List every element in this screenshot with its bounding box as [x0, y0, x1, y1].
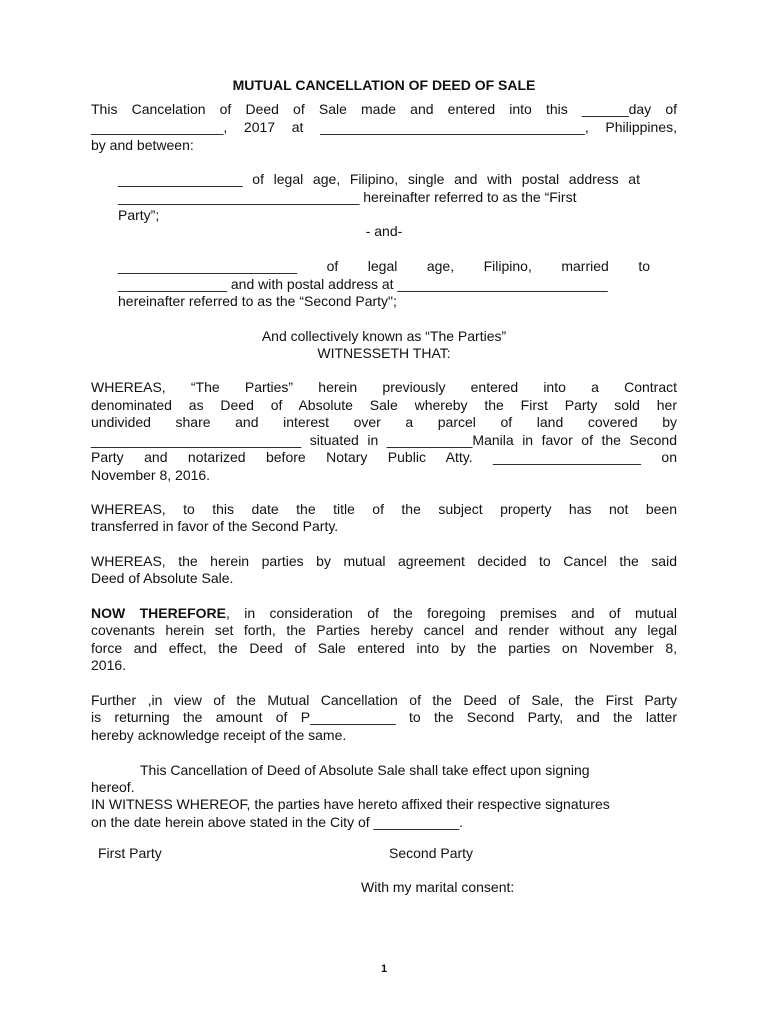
now-therefore-heading: NOW THEREFORE [91, 605, 226, 621]
second-party-line-2: ______________ and with postal address at ___________________________ [118, 276, 608, 292]
second-party-line-3: hereinafter referred to as the “Second Party"; [118, 293, 397, 309]
whereas1-line-4: ___________________________ situated in ___________Manila in favor of the Second [91, 432, 677, 448]
whereas1-line-5: Party and notarized before Notary Public Atty. ___________________ on [91, 449, 677, 465]
witnesseth-heading: WITNESSETH THAT: [317, 345, 451, 361]
intro-line-1: This Cancelation of Deed of Sale made and entered into this ______day of [91, 101, 677, 117]
further-line-1: Further ,in view of the Mutual Cancellation of the Deed of Sale, the First Party [91, 692, 677, 708]
further-line-2: is returning the amount of P___________ to the Second Party, and the latter [91, 709, 677, 725]
first-party-line-1: ________________ of legal age, Filipino, single and with postal address at [118, 171, 640, 187]
marital-consent-label: With my marital consent: [361, 879, 515, 895]
whereas1-line-1: WHEREAS, “The Parties” herein previously entered into a Contract [91, 379, 677, 395]
whereas3-line-1: WHEREAS, the herein parties by mutual agreement decided to Cancel the said [91, 553, 677, 569]
whereas2-line-1: WHEREAS, to this date the title of the subject property has not been [91, 501, 677, 517]
whereas3-line-2: Deed of Absolute Sale. [91, 570, 234, 586]
intro-line-3: by and between: [91, 137, 194, 153]
first-party-line-3: Party”; [118, 207, 160, 223]
second-party-label: Second Party [389, 845, 474, 861]
witness-line-2: on the date herein above stated in the City of ___________. [91, 814, 464, 830]
effect-line-2: hereof. [91, 779, 135, 795]
page-number: 1 [380, 963, 388, 975]
now-therefore-text: , in consideration of the foregoing premises and of mutual [225, 605, 677, 621]
first-party-label: First Party [98, 845, 162, 861]
now-therefore-line-1 [91, 604, 677, 622]
first-party-line-2: _______________________________ hereinafter referred to as the “First [118, 189, 577, 205]
now-therefore-line-3: force and effect, the Deed of Sale entered into by the parties on November 8, [91, 640, 677, 656]
collectively-line: And collectively known as “The Parties” [261, 328, 507, 344]
effect-line-1: This Cancellation of Deed of Absolute Sale shall take effect upon signing [140, 762, 590, 778]
now-therefore-line-2: covenants herein set forth, the Parties hereby cancel and render without any legal [91, 622, 677, 638]
further-line-3: hereby acknowledge receipt of the same. [91, 727, 347, 743]
document-title: MUTUAL CANCELLATION OF DEED OF SALE [232, 77, 536, 93]
whereas2-line-2: transferred in favor of the Second Party. [91, 518, 339, 534]
whereas1-line-6: November 8, 2016. [91, 467, 211, 483]
and-separator: - and- [365, 223, 403, 239]
witness-line-1: IN WITNESS WHEREOF, the parties have hereto affixed their respective signatures [91, 796, 610, 812]
intro-line-2: _________________, 2017 at __________________________________, Philippines, [91, 119, 677, 135]
second-party-line-1: _______________________ of legal age, Filipino, married to [118, 258, 650, 274]
whereas1-line-3: undivided share and interest over a parcel of land covered by [91, 414, 677, 430]
whereas1-line-2: denominated as Deed of Absolute Sale whereby the First Party sold her [91, 397, 677, 413]
now-therefore-line-4: 2016. [91, 657, 127, 673]
